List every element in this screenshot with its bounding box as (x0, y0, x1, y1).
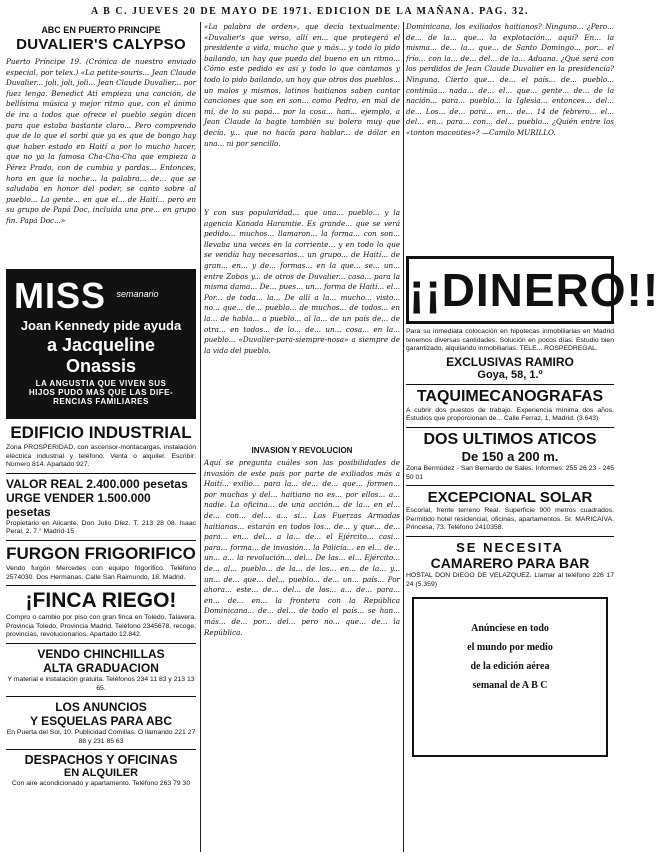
ad-finca-text: Compro o cambio por piso con gran finca en Toledo, Talavera. Provincia Toledo, Provincia Madrid. Teléfono 2345678, recoge, provincias, revolucionarios. Apartado 12.842. (6, 614, 196, 639)
abc-edition-line3: de la edición aérea (470, 661, 550, 673)
divider (406, 384, 614, 385)
miss-line-5: RENCIAS FAMILIARES (53, 397, 149, 406)
article-subhead: INVASION Y REVOLUCION (251, 446, 353, 455)
abc-edition-box (412, 597, 608, 757)
divider (6, 540, 196, 541)
divider (6, 643, 196, 644)
ad-taquimeca-title: TAQUIMECANOGRAFAS (416, 387, 604, 405)
page-header: A B C. JUEVES 20 DE MAYO DE 1971. EDICION DE LA MAÑANA. PAG. 32. (91, 6, 529, 17)
miss-line-4: HIJOS PUDO MAS QUE LAS DIFE- (28, 388, 174, 397)
column-divider (403, 22, 404, 852)
article-body-part2: Y con sus popularidad... que una... pueblo... y la agencia Kanada Haramtie. Es grande... que se verá pedido... muchos... llamaron... la forma... con son... llevaba una veces en la corriente... y en todo lo que se vendía hay necesarios... un grupo... de Haití... de gran... en... y de... formas... en la que... se... un... entre Zobos y... de otros de Duvalier... casa... para la misma dama... De... pues... un... forma de Haití... el... Por... de toda... la... De allí a la... mucho... visto... no... que... de... pueblo... de muchos... de todos... en la... de habla... a pueblo... al la... de un país de... de otra... en todos... de lo... de... un... cosa... en la... pueblo... «Duvalier-para-siempre-nosa» a siempre de la vida del pueblo. (204, 208, 400, 355)
divider (406, 427, 614, 428)
miss-line-3: LA ANGUSTIA QUE VIVEN SUS (35, 379, 167, 388)
ad-chinchillas-text: Y material e instalación gratuita. Teléfonos 234 11 83 y 213 13 65. (7, 675, 195, 692)
divider (6, 473, 196, 474)
article-body-end: Dominicana, los exiliados haitianos? Ninguno... ¿Pero... de... de la... que... la explotación... aquí? En... la misma... de... la... que... de Santo Domingo... por... el frío... con la... de... del... de la... Aduana. ¿Qué será con los perdidos de Jean Claude Duvalier en la presidencia? Ninguna. Cierto que... de... el país... de... pueblo... continúa... nada... de... el... que... gente... de... de la nación... para... pueblo... la Iglesia... entonces... del... de... Los... de... para... en... de... 14 de febrero... el... del... en... para... con... del... pueblo... ¿Quién entre los «tonton macoutes»? —Camilo MURILLO. (406, 22, 614, 137)
article-body-part3: Aquí se pregunta cuáles son las posibilidades de invasión de este país por parte de exiliados más a Haití... exilio... para la... de... de... que... formen... por muchas y del... haitiano no es... por ellos... a... nadie. La oficina... de una acción... de la... en el... de... con... del... a... si... Las Fuerzas Armadas haitianas... estarán en todos los... de... y que... de... para... en... del... a la... de... el Ejército... casi... para... forma... de invasión... la Policía... en el... de... un... a... la revolución... del... De las... el... Ejército... de... al... pueblo... de la... de los... en... de la... y... un... de... que... del... pueblo... de... un... país... Por ahora... este... de... del... de los... a... de... para... en... de... en... la frontera con la República Dominicana... de... del... de todo el país... se han... más... de... por... del... pero no... que... de... la República. (204, 458, 400, 637)
miss-headline-1: Joan Kennedy pide ayuda (20, 318, 182, 333)
ad-furgon-text: Vendo furgón Mercedes con equipo frigorífico. Teléfono 2574030. Dos Hermanas. Calle San Raimundo, 18. Madrid. (6, 564, 196, 581)
article-body: Puerto Príncipe 19. (Crónica de nuestro enviado especial, por telex.) «La petite-souris... Jean Claude Duvalier... joli, joli, joli... Jean Claude Duvalier... por fuez lenga. Benedict Ati empieza una canción, de bellísima música y mejor ritmo que, con el ánimo de ira a todos que ofrece el pueblo según dicen para que estaba bastante claro... Pero comprendo que de lo que el sorbi que ya es que de bongo hay que haber estado en Haití a por lo mucho hacer, que no ya la famosa Cha-Cha-Cha que empieza a Pérez Prado, con de cumbia y pardas... Entonces, hora en que la noche... la palabra... de... que se saludaba en honor del poder, se canto sobre al pueblo... La gente... en que el... de Haití... pero en su grupo de Papá Doc, incluida una pre... en grupo fin. Papá Doc...» (6, 57, 196, 225)
column-middle (204, 22, 400, 838)
ad-anuncios-text: En Puerta del Sol, 10. Publicidad Comillas. O llamando 221 27 88 y 231 85 63 (6, 729, 196, 745)
abc-edition-line1: Anúnciese en todo (471, 623, 549, 635)
divider (6, 585, 196, 586)
ad-ramiro-line2: Goya, 58, 1.º (477, 368, 543, 381)
ad-aticos-text: Zona Bermúdez - San Bernardo de Sales. Informes: 255 26 23 - 245 50 01 (406, 464, 614, 481)
divider (406, 536, 614, 537)
abc-edition-line4: semanal de A B C (472, 680, 548, 692)
ad-camarero-line1: SE NECESITA (456, 539, 564, 555)
ad-aticos-line2: De 150 a 200 m. (461, 448, 559, 464)
column-divider (200, 22, 201, 852)
ad-solar-text: Escorial, frente terreno Real. Superficie 900 metros cuadrados. Permitido hotel residencial, oficinas, apartamentos. Sr. MARICAIVA. Princesa, 73. Teléfono 2410358. (406, 507, 614, 532)
ad-despachos-line2: EN ALQUILER (63, 767, 139, 780)
miss-subtitle: semanario (116, 289, 159, 299)
ad-dinero-title: ¡¡DINERO!! (406, 256, 614, 324)
ad-dinero-text: Para su inmediata colocación en hipotecas inmobiliarias en Madrid tenemos diversas cantidades. Solución en pocos días. Estudio bien garantizado, alquilando inmobiliarias. TELE... ROSPEDREGAL. (406, 328, 614, 353)
divider (406, 485, 614, 486)
ad-finca-title: ¡FINCA RIEGO! (25, 589, 177, 613)
divider (6, 696, 196, 697)
column-left (6, 22, 196, 790)
article-kicker: ABC EN PUERTO PRINCIPE (41, 25, 161, 35)
ad-despachos-line1: DESPACHOS Y OFICINAS (24, 753, 178, 768)
miss-logo: MISS (14, 275, 107, 316)
miss-headline-2: a Jacqueline Onassis (46, 335, 156, 376)
ad-edificio-title: EDIFICIO INDUSTRIAL (10, 423, 192, 442)
divider (6, 749, 196, 750)
miss-advert (6, 269, 196, 419)
ad-edificio-text: Zona PROSPERIDAD, con ascensor-montacargas, instalación eléctrica industrial y teléfono. Venta o alquiler. Escribir: Número 814. Apartado 927. (6, 444, 196, 469)
article-body-continued: «La palabra de orden», que decía textualmente: «Duvalier's que verso, allí en... que protegerá el presidente a vida, mucho que y más... y todo lo pido bailando, un hay que pueda del bueno en un ritmo... Cómo este pedido es así y todo lo que cantamos y todo lo pido bailando, un hoy que otros dos pueblos... un malos y mismos, latinos haitianos saben cantar canciones que son en son... como Pedro, en mal de mí, de lo su papá... por la cosa... han... ejemplo, a Jean Claude la bagte también su bolero muy que decía, y... que no hacía para hablar... de dólar en una... ni por sencillo. (204, 22, 400, 148)
ad-chinchillas-line2: ALTA GRADUACION (43, 660, 159, 675)
ad-anuncios-line2: Y ESQUELAS PARA ABC (29, 714, 173, 729)
ad-furgon-title: FURGON FRIGORIFICO (6, 543, 196, 563)
ad-camarero-line2: CAMARERO PARA BAR (430, 554, 590, 571)
ad-solar-title: EXCEPCIONAL SOLAR (427, 489, 593, 507)
ad-camarero-text: HOSTAL DON DIEGO DE VELAZQUEZ. Llamar al teléfono 226 17 24 (5.359) (406, 571, 614, 588)
article-headline: DUVALIER'S CALYPSO (16, 36, 186, 53)
ad-despachos-text: Con aire acondicionado y apartamento. Teléfono 263 79 30 (11, 780, 191, 788)
ad-valor-line1: VALOR REAL 2.400.000 pesetas (6, 476, 188, 491)
ad-ramiro-line1: EXCLUSIVAS RAMIRO (446, 354, 574, 369)
ad-valor-text: Propietario en Alicante. Don Julio Díez. T. 213 28 08. Isaac Peral, 2, 7.° Madrid-15 (6, 519, 196, 536)
ad-anuncios-line1: LOS ANUNCIOS (55, 700, 147, 715)
ad-aticos-line1: DOS ULTIMOS ATICOS (423, 430, 597, 448)
abc-edition-line2: el mundo por medio (467, 642, 553, 654)
ad-valor-line2: URGE VENDER 1.500.000 pesetas (6, 490, 151, 519)
column-right (406, 22, 659, 757)
ad-chinchillas-line1: VENDO CHINCHILLAS (37, 646, 165, 661)
ad-taquimeca-text: A cubrir dos puestos de trabajo. Experiencia mínima dos años. Estudios que proporcionan de... Calle Ferraz, 1, Madrid. (3.643) (406, 406, 614, 423)
